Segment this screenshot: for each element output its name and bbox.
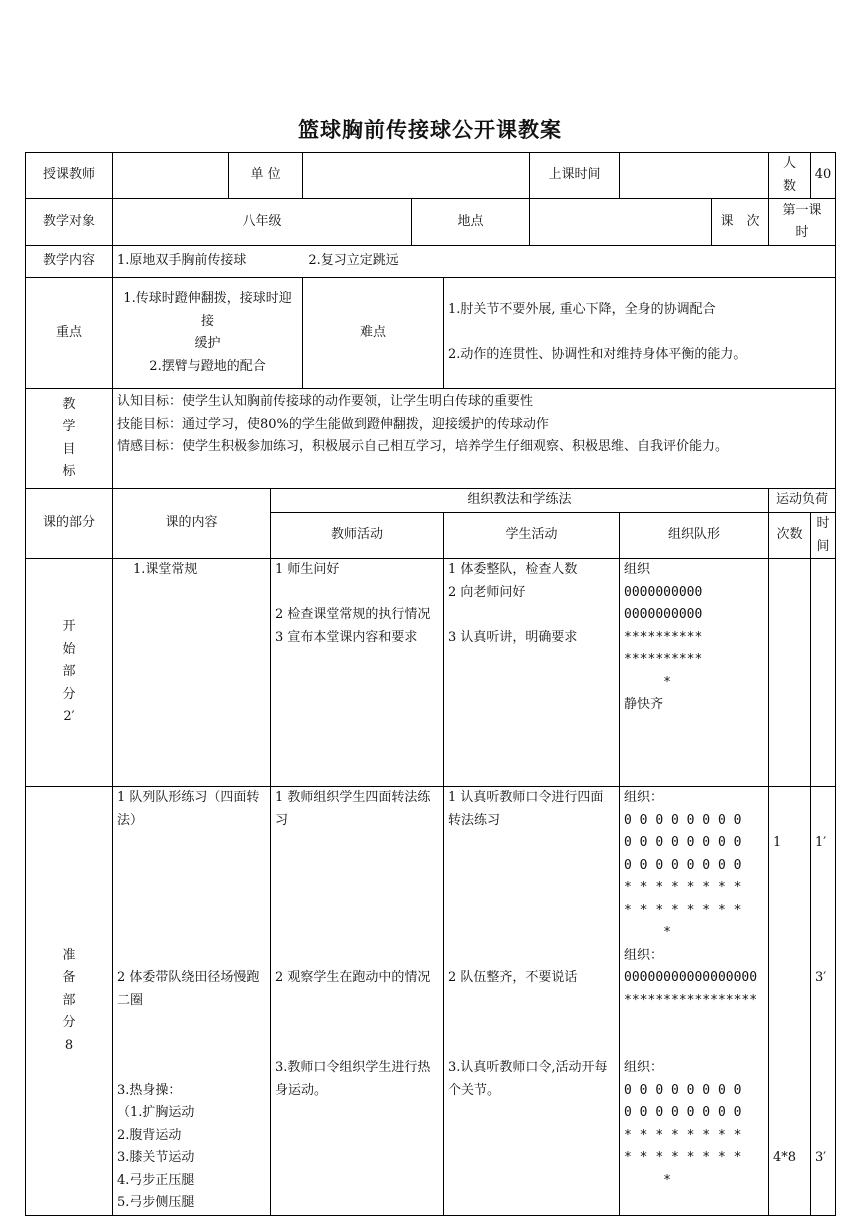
content-item-1: 1.原地双手胸前传接球 bbox=[117, 253, 247, 269]
unit-label: 单 位 bbox=[229, 153, 303, 199]
time-label: 上课时间 bbox=[530, 153, 620, 199]
col-duration: 时间 bbox=[811, 513, 836, 559]
place-label: 地点 bbox=[412, 199, 530, 246]
goals-label: 教 学 目 标 bbox=[26, 389, 113, 489]
col-times: 次数 bbox=[769, 513, 811, 559]
col-org: 组织教法和学练法 bbox=[271, 489, 769, 513]
count-value: 40 bbox=[811, 153, 836, 199]
prep-content: 1 队列队形练习（四面转法） 2 体委带队绕田径场慢跑二圈 3.热身操： （1.扩胸运动 2.腹背运动 3.膝关节运动 4.弓步正压腿 5.弓步侧压腿 bbox=[113, 787, 271, 1216]
page-title: 篮球胸前传接球公开课教案 bbox=[298, 118, 562, 142]
col-load: 运动负荷 bbox=[769, 489, 836, 513]
col-part: 课的部分 bbox=[26, 489, 113, 559]
prep-formation: 组织： 0 0 0 0 0 0 0 0 0 0 0 0 0 0 0 0 0 0 0 0 0 0 0 0 * * * * * * * * * * * * * * * * * 组织： 00000000000000000 ***************** 组织： 0 0 0 0 0 0 0 0 0 0 0 0 0 0 0 0 * * * * * * * * * * * * * * * * * bbox=[620, 787, 769, 1216]
target-value: 八年级 bbox=[113, 199, 412, 246]
content-item-2: 2.复习立定跳远 bbox=[308, 253, 399, 269]
col-formation: 组织队形 bbox=[620, 513, 769, 559]
goals-list bbox=[113, 389, 836, 489]
lesson-plan-table bbox=[25, 152, 836, 1216]
goal-skill: 技能目标：通过学习，使80%的学生能做到蹬伸翻拨，迎接缓护的传球动作 bbox=[117, 416, 549, 432]
time-value bbox=[620, 153, 769, 199]
key-label: 重点 bbox=[26, 278, 113, 389]
session-label: 课 次 bbox=[712, 199, 769, 246]
session-value: 第一课 时 bbox=[769, 199, 836, 246]
goal-cognitive: 认知目标：使学生认知胸前传接球的动作要领，让学生明白传球的重要性 bbox=[117, 394, 534, 409]
prep-part-label: 准 备 部 分 8 bbox=[26, 787, 113, 1216]
start-content: 1.课堂常规 bbox=[113, 559, 271, 787]
col-content: 课的内容 bbox=[113, 489, 271, 559]
content-value bbox=[113, 246, 836, 278]
prep-teacher: 1 教师组织学生四面转法练习 2 观察学生在跑动中的情况 3.教师口令组织学生进行热身运动。 bbox=[271, 787, 444, 1216]
prep-times: 1 4*8 bbox=[769, 787, 811, 1216]
count-label: 人 数 bbox=[769, 153, 811, 199]
target-label: 教学对象 bbox=[26, 199, 113, 246]
start-duration bbox=[811, 559, 836, 787]
start-times bbox=[769, 559, 811, 787]
key-value: 1.传球时蹬伸翻拨，接球时迎接 缓护 2.摆臂与蹬地的配合 bbox=[113, 278, 303, 389]
col-student: 学生活动 bbox=[444, 513, 620, 559]
start-student: 1 体委整队，检查人数 2 向老师问好 3 认真听讲，明确要求 bbox=[444, 559, 620, 787]
col-teacher: 教师活动 bbox=[271, 513, 444, 559]
start-teacher: 1 师生问好 2 检查课堂常规的执行情况 3 宣布本堂课内容和要求 bbox=[271, 559, 444, 787]
start-part-label: 开 始 部 分 2′ bbox=[26, 559, 113, 787]
content-label: 教学内容 bbox=[26, 246, 113, 278]
start-formation: 组织 0000000000 0000000000 ********** ********** * 静快齐 bbox=[620, 559, 769, 787]
unit-value bbox=[303, 153, 530, 199]
prep-duration: 1′ 3′ 3′ bbox=[811, 787, 836, 1216]
prep-student: 1 认真听教师口令进行四面转法练习 2 队伍整齐，不要说话 3.认真听教师口令,活动开每个关节。 bbox=[444, 787, 620, 1216]
teacher-label: 授课教师 bbox=[26, 153, 113, 199]
teacher-value bbox=[113, 153, 229, 199]
goal-affective: 情感目标：使学生积极参加练习，积极展示自己相互学习，培养学生仔细观察、积极思维、自我评价能力。 bbox=[117, 439, 729, 454]
place-value bbox=[530, 199, 712, 246]
difficulty-value: 1.肘关节不要外展, 重心下降，全身的协调配合 2.动作的连贯性、协调性和对维持身体平衡的能力。 bbox=[444, 278, 836, 389]
difficulty-label: 难点 bbox=[303, 278, 444, 389]
